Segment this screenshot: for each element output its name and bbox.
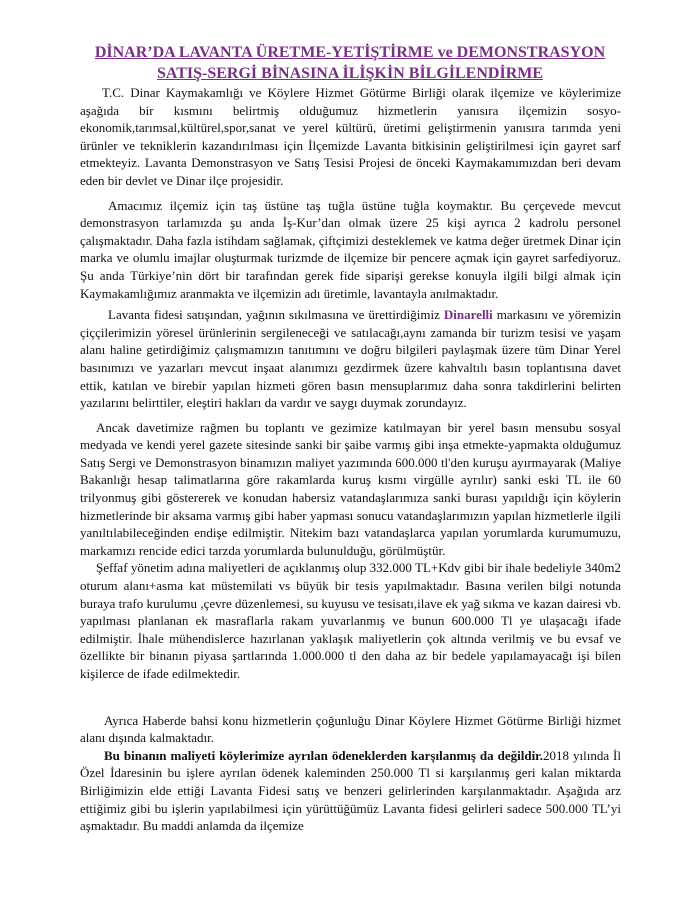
- paragraph-cost-transparency: Şeffaf yönetim adına maliyetleri de açıklanmış olup 332.000 TL+Kdv gibi bir ihale bedeliyle 340m2 oturum alanı+asma kat müstemilati vs büyük bir tesis yapılmaktadır. Basına verilen bilgi notunda buraya trafo kurulumu ,çevre düzenlemesi, su kuyusu ve tesisatı,ilave ek yağ sıkma ve kazan dairesi vb. yapılması planlanan ek masraflarla rakam yuvarlanmış ve bunun 600.000 Tl ye ulaşacağı ifade edilmiştir. İhale mühendislerce hazırlanan yaklaşık maliyetlerin çok altında verilmiş ve bu evsaf ve özellikte bir binanın piyasa şartlarında 1.000.000 tl den daha az bir bedele yapılamayacağı işi bilen kişilerce de ifade edilmektedir.: [80, 560, 621, 681]
- document-title-line2: SATIŞ-SERGİ BİNASINA İLİŞKİN BİLGİLENDİRME: [156, 65, 544, 82]
- paragraph-goal: Amacımız ilçemiz için taş üstüne taş tuğla üstüne tuğla koymaktır. Bu çerçevede mevcut demonstrasyon tarlamızda şu anda İş-Kur’dan olmak üzere 25 kişi ayrıca 2 kadrolu personel çalışmaktadır. Daha fazla istihdam sağlamak, çiftçimizi desteklemek ve katma değer üretmek Dinar için marka ve olumlu imajlar oluşturmak turizmde de ilçemize bir pencere açmak için gayret sarfediyoruz. Şu anda Türkiye’nin dört bir tarafından gerek fide siparişi gerekse konuyla ilgili bilgi almak için Kaymakamlığımız aranmakta ve ilçemizin adı üretimle, lavantayla anılmaktadır.: [80, 197, 621, 301]
- paragraph-service-scope: Ayrıca Haberde bahsi konu hizmetlerin çoğunluğu Dinar Köylere Hizmet Götürme Birliği hizmet alanı dışında kalmaktadır.: [80, 712, 621, 746]
- funding-statement-bold: Bu binanın maliyeti köylerimize ayrılan ödeneklerden karşılanmış da değildir.: [104, 747, 544, 763]
- paragraph-press-meeting-end: markasını ve yöremizin çiççilerimizin yöresel ürünlerinin sergileneceği ve satılacağı,aynı zamanda bir turizm tesisi ve yaşam alanı haline getirdiğimiz çalışmamızın tanıtımını ve doğru bilgileri paylaşmak üzere tüm Dinar Yerel basınımızı ve yazarları mevcut inşaat alanımızı gezdirmek üzere kahvaltılı basın toplantısına davet ettik, katılan ve birebir yapılan hizmeti gören basın mensuplarımız daha sonra takdirlerini belirten yazılarını belirttiler, eleştiri hakları da vardır ve saygı duymak zorundayız.: [80, 307, 621, 411]
- document-body: [80, 84, 621, 835]
- funding-statement-details: 2018 yılında İl Özel İdaresinin bu işlere ayrılan ödenek kaleminden 250.000 Tl si karşılanmış geri kalan miktarda Birliğimizin elde ettiği Lavanta Fidesi satış ve benzeri gelirlerinden karşılanmaktadır. Aşağıda arz ettiğimiz gibi bu işlerin yapılabilmesi için yürüttüğümüz Lavanta fidesi gelirleri sadece 500.000 TL’yi aşmaktadır. Bu maddi anlamda da ilçemize: [80, 747, 621, 834]
- paragraph-press-meeting-start: Lavanta fidesi satışından, yağının sıkılmasına ve ürettirdiğimiz: [108, 307, 444, 323]
- paragraph-intro: T.C. Dinar Kaymakamlığı ve Köylere Hizmet Götürme Birliği olarak ilçemize ve köylerimize aşağıda bir kısmını belirtmiş olduğumuz hizmetlerin yanısıra ilçemizin sosyo-ekonomik,tarımsal,kültürel,spor,sanat ve yerel kültürü, üretimi geliştirmenin yanısıra tarımda yeni ürünler ve tekniklerin kazandırılması için İlçemizde Lavanta bitkisinin geliştirilmesi için gayret sarf etmekteyiz. Lavanta Demonstrasyon ve Satış Tesisi Projesi de önceki Kaymakamımızdan beri devam eden bir devlet ve Dinar ilçe projesidir.: [80, 85, 621, 188]
- paragraph-funding: [80, 747, 621, 835]
- brand-name-dinarelli: Dinarelli: [443, 307, 493, 323]
- document-title-line1: DİNAR’DA LAVANTA ÜRETME-YETİŞTİRME ve DEMONSTRASYON: [94, 44, 606, 61]
- paragraph-press-meeting: [80, 306, 621, 412]
- paragraph-misleading-news: Ancak davetimize rağmen bu toplantı ve gezimize katılmayan bir yerel basın mensubu sosyal medyada ve kendi yerel gazete sitesinde sanki bir şaibe varmış gibi inşa etmekte-yapmakta olduğumuz Satış Sergi ve Demonstrasyon binamızın maliyet yazımında 600.000 tl'den kuruşu ayırmayarak (Maliye Bakanlığı hesap talimatlarına göre rakamlarda kuruş kısmı virgülle ayrılır) sanki eski TL ile 60 trilyonmuş gibi göstererek ve konudan habersiz vatandaşlarımıza sanki burası yapıldığı için köylerin hizmetlerinde bir aksama varmış gibi haber yapması sonucu vatandaşlarımızın yapılan hizmetlerle ilgili yanıltılabileceğinden endişe edilmiştir. Nitekim bazı vatandaşlarca yapılan yorumlarda kurumumuzu, markamızı rencide edici tarzda yorumlarda bulunulduğu, görülmüştür.: [80, 419, 621, 558]
